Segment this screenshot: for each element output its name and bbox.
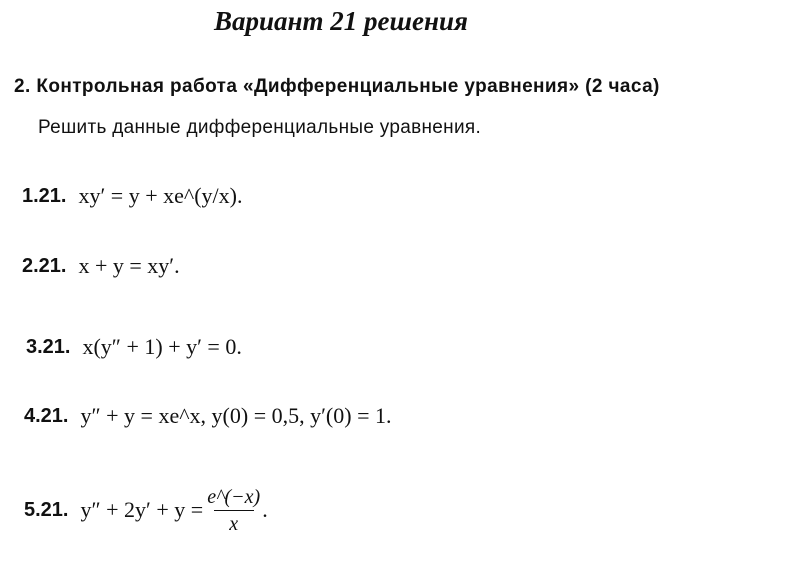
problem-number: 2.21.: [22, 254, 67, 277]
problem-equation: x(y″ + 1) + y′ = 0.: [82, 334, 242, 359]
assignment-instruction: Решить данные дифференциальные уравнения.: [38, 117, 482, 138]
problem-number: 4.21.: [24, 404, 69, 427]
problem-3: [26, 334, 242, 360]
assignment-heading: 2. Контрольная работа «Дифференциальные уравнения» (2 часа): [14, 76, 660, 97]
problem-equation: y″ + y = xe^x, y(0) = 0,5, y′(0) = 1.: [80, 403, 392, 428]
fraction-denominator: x: [229, 512, 239, 535]
problem-equation-lhs: y″ + 2y′ + y =: [80, 497, 204, 522]
problem-number: 5.21.: [24, 498, 69, 521]
fraction-bar: [214, 510, 254, 511]
problem-number: 1.21.: [22, 184, 67, 207]
problem-2: [22, 253, 180, 279]
problem-number: 3.21.: [26, 335, 71, 358]
page-title: Вариант 21 решения: [214, 6, 468, 36]
fraction: [207, 486, 260, 535]
problem-equation: x + y = xy′.: [78, 253, 180, 278]
fraction-numerator: e^(−x): [207, 485, 261, 508]
problem-4: [24, 403, 391, 429]
problem-equation: xy′ = y + xe^(y/x).: [78, 183, 243, 208]
equation-period: .: [262, 497, 268, 522]
problem-1: [22, 183, 242, 209]
problem-5: [24, 482, 268, 538]
